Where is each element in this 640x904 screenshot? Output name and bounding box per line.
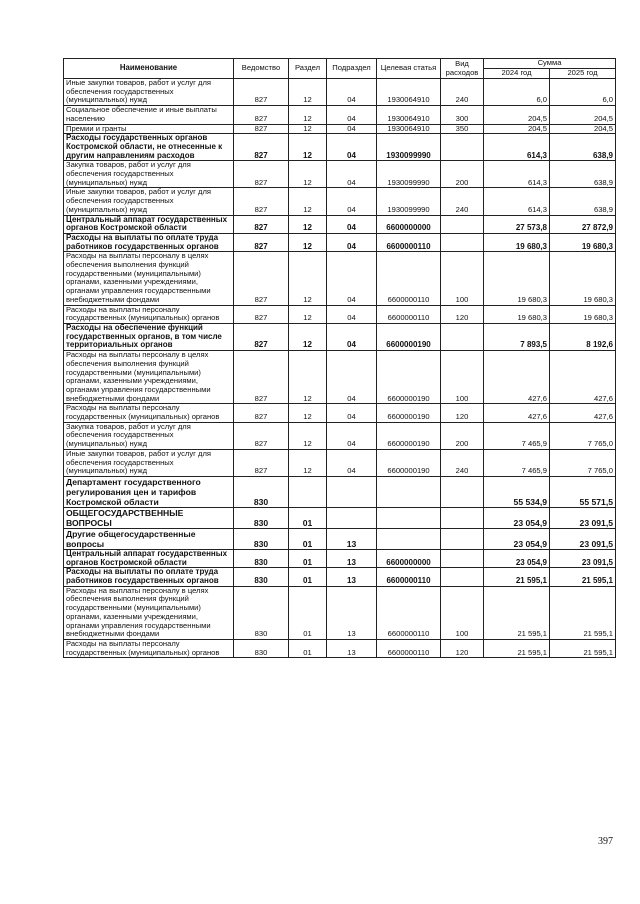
cell-subsection: 04 [327,106,377,124]
cell-section: 12 [289,233,327,251]
cell-sum-2024: 614,3 [484,161,550,188]
cell-section: 01 [289,507,327,528]
cell-sum-2024: 6,0 [484,79,550,106]
cell-expense-type: 300 [441,106,484,124]
cell-sum-2024: 614,3 [484,188,550,215]
cell-section: 12 [289,161,327,188]
table-row [64,586,616,639]
cell-target: 6600000000 [377,215,441,233]
cell-subsection: 13 [327,586,377,639]
cell-name: Расходы на выплаты персоналу в целях обеспечения выполнения функций государственными (муниципальными) органами, казенными учреждениями, органами управления государственными внебюджетными фондами [64,252,234,305]
cell-name: Расходы на выплаты персоналу государственных (муниципальных) органов [64,639,234,657]
cell-target [377,507,441,528]
cell-name: Премии и гранты [64,124,234,134]
cell-sum-2024: 7 893,5 [484,323,550,350]
cell-subsection: 04 [327,404,377,422]
cell-department: 827 [234,404,289,422]
cell-department: 830 [234,528,289,549]
cell-expense-type: 120 [441,639,484,657]
cell-expense-type: 240 [441,79,484,106]
cell-sum-2024: 7 465,9 [484,422,550,449]
cell-section: 12 [289,79,327,106]
cell-expense-type: 120 [441,305,484,323]
cell-name: Центральный аппарат государственных органов Костромской области [64,215,234,233]
cell-department: 830 [234,568,289,586]
cell-target: 6600000190 [377,449,441,476]
cell-sum-2025: 23 091,5 [550,507,616,528]
table-row [64,476,616,507]
cell-sum-2025: 23 091,5 [550,528,616,549]
cell-sum-2024: 19 680,3 [484,252,550,305]
cell-expense-type [441,233,484,251]
header-section: Раздел [289,59,327,79]
cell-section: 12 [289,188,327,215]
cell-sum-2024: 21 595,1 [484,586,550,639]
cell-subsection: 04 [327,124,377,134]
cell-subsection: 13 [327,549,377,567]
cell-section: 01 [289,549,327,567]
cell-section: 12 [289,351,327,404]
cell-target: 1930099990 [377,134,441,161]
table-row [64,323,616,350]
header-name: Наименование [64,59,234,79]
cell-department: 827 [234,233,289,251]
cell-target: 1930064910 [377,106,441,124]
cell-name: Расходы государственных органов Костромской области, не отнесенные к другим направлениям расходов [64,134,234,161]
cell-subsection: 04 [327,188,377,215]
cell-target: 6600000190 [377,422,441,449]
cell-target: 1930099990 [377,161,441,188]
cell-name: Расходы на обеспечение функций государственных органов, в том числе территориальных органов [64,323,234,350]
header-year-2025: 2025 год [550,69,616,79]
cell-sum-2024: 19 680,3 [484,305,550,323]
cell-target: 6600000190 [377,323,441,350]
table-row [64,449,616,476]
header-department: Ведомство [234,59,289,79]
cell-name: Закупка товаров, работ и услуг для обеспечения государственных (муниципальных) нужд [64,422,234,449]
cell-subsection: 13 [327,528,377,549]
cell-sum-2024: 19 680,3 [484,233,550,251]
table-row [64,134,616,161]
cell-section: 12 [289,305,327,323]
cell-department: 827 [234,215,289,233]
cell-section: 12 [289,124,327,134]
cell-sum-2025: 21 595,1 [550,568,616,586]
cell-department: 830 [234,549,289,567]
cell-name: Иные закупки товаров, работ и услуг для обеспечения государственных (муниципальных) нужд [64,449,234,476]
cell-sum-2025: 427,6 [550,404,616,422]
cell-subsection: 04 [327,161,377,188]
cell-department: 830 [234,507,289,528]
cell-department: 830 [234,476,289,507]
cell-expense-type [441,134,484,161]
cell-target [377,476,441,507]
table-row [64,161,616,188]
cell-subsection: 13 [327,639,377,657]
cell-sum-2025: 19 680,3 [550,233,616,251]
cell-subsection: 04 [327,323,377,350]
cell-department: 827 [234,106,289,124]
table-row [64,549,616,567]
budget-table-container [63,58,615,658]
cell-section: 12 [289,323,327,350]
cell-name: Расходы на выплаты персоналу государственных (муниципальных) органов [64,404,234,422]
cell-name: ОБЩЕГОСУДАРСТВЕННЫЕ ВОПРОСЫ [64,507,234,528]
cell-sum-2025: 204,5 [550,124,616,134]
cell-expense-type: 100 [441,351,484,404]
cell-subsection [327,476,377,507]
table-row [64,252,616,305]
cell-sum-2025: 7 765,0 [550,422,616,449]
cell-expense-type [441,507,484,528]
cell-sum-2025: 7 765,0 [550,449,616,476]
table-row [64,422,616,449]
cell-sum-2024: 27 573,8 [484,215,550,233]
page-number: 397 [598,836,613,847]
cell-sum-2025: 27 872,9 [550,215,616,233]
cell-section: 12 [289,106,327,124]
table-row [64,404,616,422]
cell-sum-2024: 204,5 [484,124,550,134]
table-row [64,124,616,134]
cell-target: 6600000110 [377,233,441,251]
cell-sum-2025: 55 571,5 [550,476,616,507]
cell-name: Расходы на выплаты персоналу в целях обеспечения выполнения функций государственными (муниципальными) органами, казенными учреждениями, органами управления государственными внебюджетными фондами [64,586,234,639]
cell-target: 1930064910 [377,79,441,106]
cell-sum-2025: 23 091,5 [550,549,616,567]
cell-target: 6600000110 [377,639,441,657]
cell-department: 827 [234,124,289,134]
cell-sum-2024: 427,6 [484,404,550,422]
cell-department: 827 [234,351,289,404]
cell-name: Центральный аппарат государственных органов Костромской области [64,549,234,567]
cell-target: 1930064910 [377,124,441,134]
cell-expense-type [441,215,484,233]
cell-subsection: 04 [327,422,377,449]
cell-sum-2024: 23 054,9 [484,528,550,549]
cell-department: 827 [234,134,289,161]
cell-target: 1930099990 [377,188,441,215]
cell-department: 827 [234,161,289,188]
cell-sum-2024: 23 054,9 [484,507,550,528]
budget-table [63,58,616,658]
cell-section: 01 [289,586,327,639]
cell-subsection: 13 [327,568,377,586]
table-row [64,528,616,549]
cell-expense-type [441,476,484,507]
cell-expense-type: 200 [441,422,484,449]
cell-name: Расходы на выплаты по оплате труда работников государственных органов [64,233,234,251]
cell-name: Закупка товаров, работ и услуг для обеспечения государственных (муниципальных) нужд [64,161,234,188]
cell-subsection: 04 [327,351,377,404]
cell-expense-type: 100 [441,586,484,639]
header-target: Целевая статья [377,59,441,79]
table-row [64,215,616,233]
cell-sum-2025: 638,9 [550,188,616,215]
cell-target [377,528,441,549]
cell-expense-type [441,323,484,350]
cell-sum-2024: 7 465,9 [484,449,550,476]
cell-sum-2025: 6,0 [550,79,616,106]
cell-section [289,476,327,507]
cell-name: Другие общегосударственные вопросы [64,528,234,549]
cell-target: 6600000110 [377,252,441,305]
cell-name: Социальное обеспечение и иные выплаты населению [64,106,234,124]
cell-section: 12 [289,134,327,161]
cell-sum-2024: 21 595,1 [484,639,550,657]
cell-section: 12 [289,252,327,305]
table-row [64,639,616,657]
cell-department: 830 [234,586,289,639]
cell-name: Расходы на выплаты по оплате труда работников государственных органов [64,568,234,586]
cell-expense-type: 200 [441,161,484,188]
cell-section: 01 [289,528,327,549]
cell-expense-type: 350 [441,124,484,134]
cell-section: 12 [289,422,327,449]
cell-subsection [327,507,377,528]
cell-target: 6600000110 [377,586,441,639]
cell-sum-2024: 614,3 [484,134,550,161]
cell-target: 6600000110 [377,305,441,323]
cell-section: 12 [289,215,327,233]
cell-sum-2024: 427,6 [484,351,550,404]
cell-sum-2024: 23 054,9 [484,549,550,567]
cell-name: Иные закупки товаров, работ и услуг для обеспечения государственных (муниципальных) нужд [64,188,234,215]
table-row [64,106,616,124]
cell-expense-type: 240 [441,449,484,476]
cell-sum-2025: 19 680,3 [550,252,616,305]
table-row [64,507,616,528]
cell-subsection: 04 [327,233,377,251]
cell-department: 827 [234,449,289,476]
cell-sum-2025: 204,5 [550,106,616,124]
cell-expense-type: 240 [441,188,484,215]
header-subsection: Подраздел [327,59,377,79]
cell-subsection: 04 [327,449,377,476]
table-row [64,79,616,106]
cell-department: 827 [234,422,289,449]
cell-sum-2025: 21 595,1 [550,586,616,639]
cell-expense-type [441,549,484,567]
table-row [64,188,616,215]
cell-subsection: 04 [327,134,377,161]
cell-sum-2024: 204,5 [484,106,550,124]
cell-sum-2024: 21 595,1 [484,568,550,586]
cell-section: 01 [289,639,327,657]
table-row [64,568,616,586]
cell-subsection: 04 [327,305,377,323]
cell-section: 01 [289,568,327,586]
cell-department: 827 [234,323,289,350]
cell-sum-2024: 55 534,9 [484,476,550,507]
cell-subsection: 04 [327,215,377,233]
cell-expense-type [441,568,484,586]
cell-sum-2025: 638,9 [550,161,616,188]
cell-name: Департамент государственного регулирования цен и тарифов Костромской области [64,476,234,507]
cell-target: 6600000110 [377,568,441,586]
cell-expense-type: 100 [441,252,484,305]
cell-subsection: 04 [327,252,377,305]
cell-target: 6600000000 [377,549,441,567]
table-header [64,59,616,79]
header-year-2024: 2024 год [484,69,550,79]
cell-sum-2025: 19 680,3 [550,305,616,323]
cell-name: Иные закупки товаров, работ и услуг для обеспечения государственных (муниципальных) нужд [64,79,234,106]
cell-sum-2025: 8 192,6 [550,323,616,350]
cell-expense-type: 120 [441,404,484,422]
table-row [64,351,616,404]
table-row [64,305,616,323]
cell-name: Расходы на выплаты персоналу в целях обеспечения выполнения функций государственными (муниципальными) органами, казенными учреждениями, органами управления государственными внебюджетными фондами [64,351,234,404]
header-sum: Сумма [484,59,616,69]
cell-target: 6600000190 [377,404,441,422]
cell-department: 827 [234,79,289,106]
header-expense-type: Вид расходов [441,59,484,79]
cell-sum-2025: 638,9 [550,134,616,161]
cell-sum-2025: 427,6 [550,351,616,404]
cell-department: 827 [234,188,289,215]
cell-subsection: 04 [327,79,377,106]
cell-sum-2025: 21 595,1 [550,639,616,657]
cell-section: 12 [289,449,327,476]
table-body [64,79,616,658]
table-row [64,233,616,251]
cell-department: 827 [234,252,289,305]
cell-name: Расходы на выплаты персоналу государственных (муниципальных) органов [64,305,234,323]
cell-department: 827 [234,305,289,323]
cell-department: 830 [234,639,289,657]
cell-expense-type [441,528,484,549]
cell-target: 6600000190 [377,351,441,404]
cell-section: 12 [289,404,327,422]
